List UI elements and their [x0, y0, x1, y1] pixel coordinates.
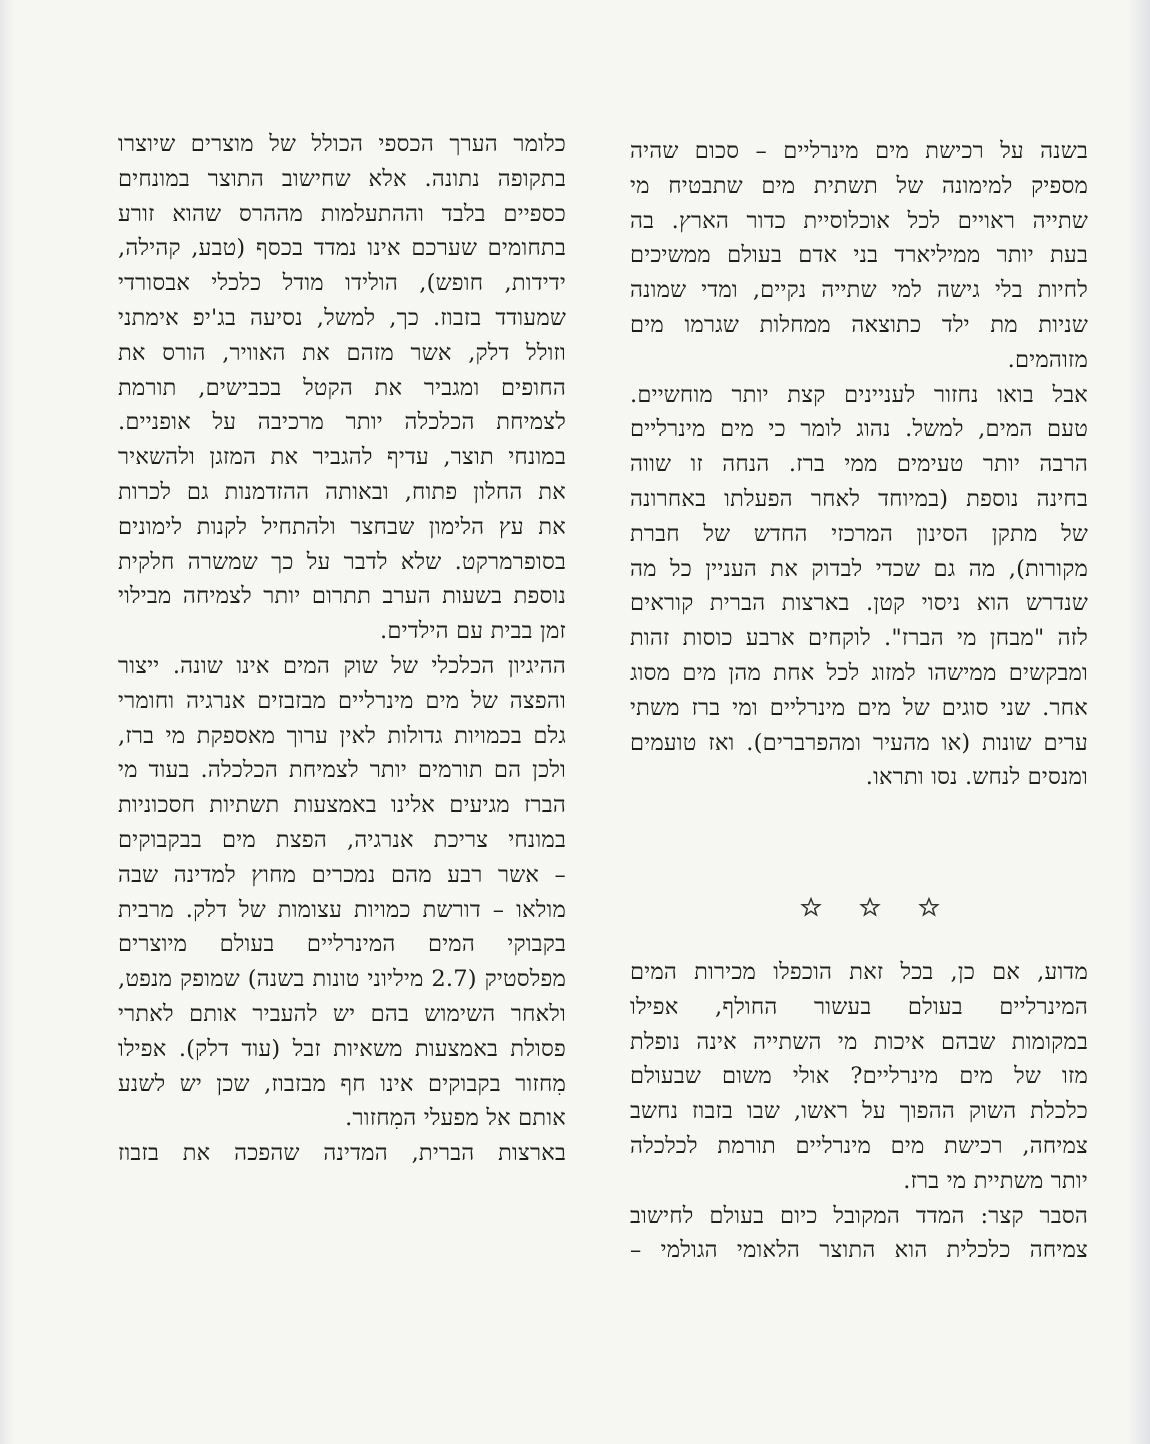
text-line: לזה "מבחן מי הברז". לוקחים ארבע כוסות זהות	[630, 625, 1088, 652]
text-line: ההיגיון הכלכלי של שוק המים אינו שונה. ייצור	[118, 652, 566, 679]
text-line: כלכלת השוק ההפוך על ראשו, שבו בזבוז נחשב	[630, 1098, 1088, 1125]
text-line: אחר. שני סוגים של מים מינרליים ומי ברז משתי	[630, 694, 1088, 721]
text-line: כספיים בלבד וההתעלמות מההרס שהוא זורע	[118, 200, 566, 227]
right-paragraph-4	[630, 1199, 1088, 1269]
text-line: בשנה על רכישת מים מינרליים – סכום שהיה	[630, 138, 1088, 164]
text-line: לצמיחת הכלכלה יותר מרכיבה על אופניים.	[118, 409, 566, 436]
text-line: של מתקן הסינון המרכזי החדש של חברת	[630, 520, 1088, 547]
text-line: מספיק למימונה של תשתית מים שתבטיח מי	[630, 172, 1088, 199]
left-paragraph-2	[118, 649, 566, 1136]
text-line: בתקופה נתונה. אלא שחישוב התוצר במונחים	[118, 165, 566, 192]
star-outline-icon	[918, 896, 940, 918]
text-line: פסולת באמצעות משאיות זבל (עוד דלק). אפילו	[118, 1035, 566, 1062]
text-line: צמיחה כלכלית הוא התוצר הלאומי הגולמי –	[630, 1237, 1088, 1264]
right-column	[630, 134, 1088, 795]
text-line: בעת יותר ממיליארד בני אדם בעולם ממשיכים	[630, 242, 1088, 269]
text-line: הברז מגיעים אלינו באמצעות תשתיות חסכוניות	[118, 792, 566, 819]
text-line: במקומות שבהם איכות מי השתייה אינה נופלת	[630, 1028, 1088, 1055]
text-line: הרבה יותר טעימים ממי ברז. הנחה זו שווה	[630, 451, 1088, 478]
section-separator	[800, 896, 940, 920]
text-line: ערים שונות (או מהעיר ומהפרברים). ואז טועמים	[630, 729, 1088, 756]
left-paragraph-1	[118, 127, 566, 649]
text-line: מדוע, אם כן, בכל זאת הוכפלו מכירות המים	[630, 959, 1088, 985]
text-line: ידידות, חופש), הולידו מודל כלכלי אבסורדי	[118, 270, 566, 297]
text-line: ולכן הם תורמים יותר לצמיחת הכלכלה. בעוד מי	[118, 757, 566, 784]
text-line: וזולל דלק, אשר מזהם את האוויר, הורס את	[118, 339, 566, 366]
text-line: מזוהמים.	[1007, 346, 1088, 373]
text-line: את החלון פתוח, ובאותה ההזדמנות גם לכרות	[118, 478, 566, 505]
page-edge-right	[1128, 0, 1150, 1444]
right-paragraph-3	[630, 955, 1088, 1199]
text-line: את עץ הלימון שבחצר ולהתחיל לקנות לימונים	[118, 513, 566, 540]
text-line: שתייה ראויים לכל אוכלוסיית כדור הארץ. בה	[630, 207, 1088, 234]
text-line: טעם המים, למשל. נהוג לומר כי מים מינרליים	[630, 416, 1088, 443]
text-line: נוספת בשעות הערב תתרום יותר לצמיחה מבילוי	[118, 583, 566, 610]
left-column	[118, 127, 566, 1171]
text-line: צמיחה, רכישת מים מינרליים תורמת לכלכלה	[630, 1132, 1088, 1159]
right-paragraph-1	[630, 134, 1088, 378]
text-line: אבל בואו נחזור לעניינים קצת יותר מוחשיים.	[630, 381, 1088, 408]
text-line: מזו של מים מינרליים? אולי משום שבעולם	[630, 1063, 1088, 1090]
text-line: שנדרש הוא ניסוי קטן. בארצות הברית קוראים	[630, 590, 1088, 617]
text-line: בארצות הברית, המדינה שהפכה את בזבוז	[118, 1140, 566, 1167]
text-line: מפלסטיק (2.7 מיליוני טונות בשנה) שמופק מנפט,	[118, 966, 566, 993]
text-line: שניות מת ילד כתוצאה ממחלות שגרמו מים	[630, 311, 1088, 338]
right-column-lower	[630, 955, 1088, 1268]
text-line: שמעודד בזבוז. כך, למשל, נסיעה בג'יפ אימתני	[118, 304, 566, 331]
text-line: ומבקשים ממישהו למזוג לכל אחת מהן מים מסוג	[630, 659, 1088, 686]
text-line: יותר משתיית מי ברז.	[903, 1167, 1088, 1194]
text-line: גלם בכמויות גדולות לאין ערוך מאספקת מי ברז,	[118, 722, 566, 749]
text-line: מקורות), מה גם שכדי לבדוק את העניין כל מה	[630, 555, 1088, 582]
text-line: לחיות בלי גישה למי שתייה נקיים, ומדי שמונה	[630, 277, 1088, 304]
text-line: ומנסים לנחש. נסו ותראו.	[865, 764, 1088, 791]
star-outline-icon	[800, 896, 822, 918]
text-line: זמן בבית עם הילדים.	[380, 618, 566, 645]
text-line: והפצה של מים מינרליים מבזבזים אנרגיה וחומרי	[118, 687, 566, 714]
text-line: אותם אל מפעלי המִחזור.	[345, 1105, 566, 1132]
left-paragraph-3	[118, 1136, 566, 1171]
text-line: החופים ומגביר את הקטל בכבישים, תורמת	[118, 374, 566, 401]
text-line: מולאו – דורשת כמויות עצומות של דלק. מרבית	[118, 896, 566, 923]
text-line: בחינה נוספת (במיוחד לאחר הפעלתו באחרונה	[630, 485, 1088, 512]
text-line: – אשר רבע מהם נמכרים מחוץ למדינה שבה	[118, 861, 566, 888]
page-edge-left	[0, 0, 14, 1444]
star-outline-icon	[859, 896, 881, 918]
text-line: בסופרמרקט. שלא לדבר על כך שמשרה חלקית	[118, 548, 566, 575]
text-line: בתחומים שערכם אינו נמדד בכסף (טבע, קהילה,	[118, 235, 566, 262]
text-line: ולאחר השימוש בהם יש להעביר אותם לאתרי	[118, 1000, 566, 1027]
text-line: במונחי תוצר, עדיף להגביר את המזגן ולהשאיר	[118, 444, 566, 471]
text-line: המינרליים בעולם בעשור החולף, אפילו	[630, 993, 1088, 1020]
text-line: בקבוקי המים המינרליים בעולם מיוצרים	[118, 931, 566, 958]
text-line: כלומר הערך הכספי הכולל של מוצרים שיוצרו	[118, 131, 566, 157]
text-line: במונחי צריכת אנרגיה, הפצת מים בבקבוקים	[118, 826, 566, 853]
text-line: הסבר קצר: המדד המקובל כיום בעולם לחישוב	[630, 1202, 1088, 1229]
right-paragraph-2	[630, 378, 1088, 796]
text-line: מִחזור בקבוקים אינו חף מבזבוז, שכן יש לשנע	[118, 1070, 566, 1097]
